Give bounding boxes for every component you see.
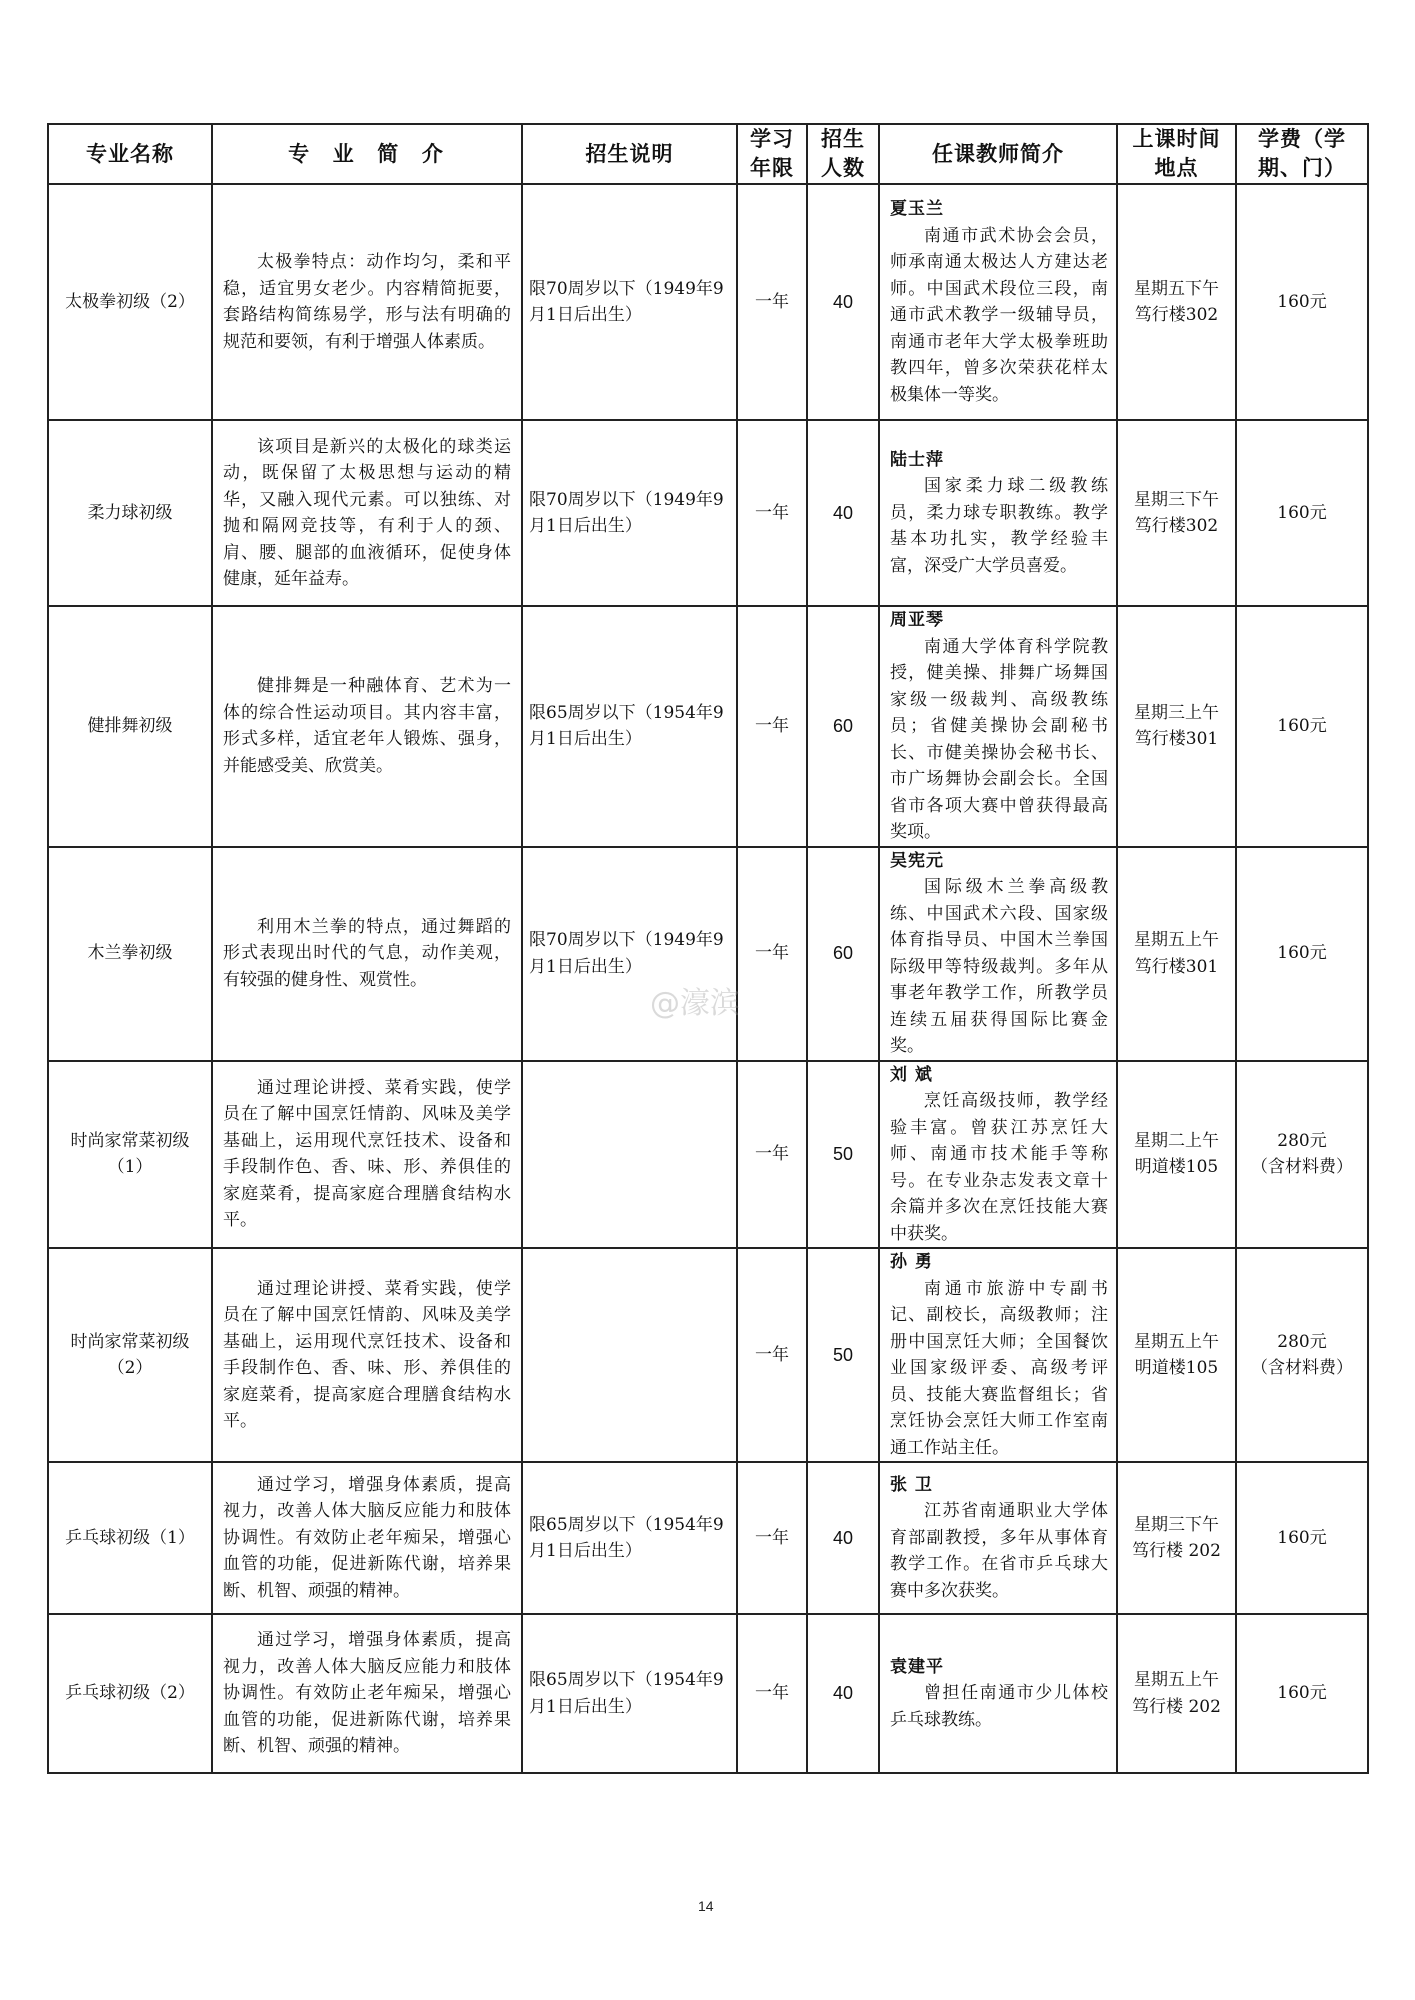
table-row [48, 606, 1368, 847]
class-time: 星期五下午 [1134, 278, 1219, 299]
tuition-fee [1236, 1248, 1368, 1462]
enroll-note [522, 420, 737, 606]
enroll-count [807, 1061, 879, 1249]
time-place [1117, 1462, 1236, 1614]
teacher-name: 刘 斌 [890, 1064, 933, 1085]
header-row [48, 124, 1368, 184]
name: 时尚家常菜初级（2） [70, 1331, 190, 1378]
course-name [48, 420, 212, 606]
fee-amount: 160元 [1277, 291, 1327, 312]
duration: 一年 [755, 1527, 789, 1548]
header-time-place: 上课时间地点 [1117, 124, 1236, 184]
intro: 通过学习，增强身体素质，提高视力，改善人体大脑反应能力和肢体协调性。有效防止老年痴呆，增强心血管的功能，促进新陈代谢，培养果断、机智、顽强的精神。 [223, 1630, 511, 1757]
teacher-bio: 南通大学体育科学院教授，健美操、排舞广场舞国家级一级裁判、高级教练员；省健美操协会副秘书长、市健美操协会秘书长、市广场舞协会副会长。全国省市各项大赛中曾获得最高奖项。 [890, 636, 1108, 842]
course-name [48, 184, 212, 420]
enroll-note [522, 1248, 737, 1462]
duration: 一年 [755, 502, 789, 523]
fee-amount: 160元 [1277, 716, 1327, 736]
course-intro [212, 420, 522, 606]
class-time: 星期二上午 [1134, 1130, 1219, 1151]
enroll: 限70周岁以下（1949年9月1日后出生） [529, 489, 724, 536]
class-time: 星期三下午 [1134, 489, 1219, 510]
course-duration [737, 1248, 807, 1462]
tuition-fee [1236, 847, 1368, 1061]
teacher-bio: 江苏省南通职业大学体育部副教授，多年从事体育教学工作。在省市乒乓球大赛中多次获奖。 [890, 1501, 1108, 1601]
course-intro [212, 847, 522, 1061]
course-name [48, 1061, 212, 1249]
enroll-note [522, 184, 737, 420]
intro: 通过理论讲授、菜肴实践，使学员在了解中国烹饪情韵、风味及美学基础上，运用现代烹饪技术、设备和手段制作色、香、味、形、养俱佳的家庭菜肴，提高家庭合理膳食结构水平。 [223, 1278, 511, 1431]
teacher-bio: 国家柔力球二级教练员，柔力球专职教练。教学基本功扎实，教学经验丰富，深受广大学员喜爱。 [890, 476, 1108, 576]
header-count: 招生人数 [807, 124, 879, 184]
fee-amount: 280元 [1277, 1331, 1327, 1352]
course-table [47, 123, 1369, 1774]
name: 健排舞初级 [87, 716, 173, 736]
enroll-note [522, 1462, 737, 1614]
course-duration [737, 847, 807, 1061]
class-time: 星期五上午 [1134, 1331, 1219, 1352]
fee-note: （含材料费） [1251, 1157, 1353, 1178]
name: 乒乓球初级（1） [65, 1527, 195, 1548]
enroll: 限65周岁以下（1954年9月1日后出生） [529, 1670, 724, 1717]
tuition-fee [1236, 1462, 1368, 1614]
enroll: 限65周岁以下（1954年9月1日后出生） [529, 1514, 724, 1561]
class-time: 星期五上午 [1134, 930, 1219, 950]
class-place: 笃行楼301 [1134, 729, 1219, 750]
time-place [1117, 1248, 1236, 1462]
class-place: 明道楼105 [1134, 1157, 1219, 1178]
count: 60 [832, 943, 854, 964]
tuition-fee [1236, 606, 1368, 847]
teacher-intro [879, 420, 1117, 606]
teacher-bio: 烹饪高级技师，教学经验丰富。曾获江苏烹饪大师、南通市技术能手等称号。在专业杂志发表文章十余篇并多次在烹饪技能大赛中获奖。 [890, 1091, 1108, 1244]
teacher-bio: 南通市旅游中专副书记、副校长，高级教师；注册中国烹饪大师；全国餐饮业国家级评委、高级考评员、技能大赛监督组长；省烹饪协会烹饪大师工作室南通工作站主任。 [890, 1278, 1108, 1458]
course-name [48, 1614, 212, 1773]
intro: 健排舞是一种融体育、艺术为一体的综合性运动项目。其内容丰富，形式多样，适宜老年人锻炼、强身，并能感受美、欣赏美。 [223, 676, 511, 776]
course-name [48, 847, 212, 1061]
enroll-count [807, 1462, 879, 1614]
teacher-name: 孙 勇 [890, 1252, 933, 1272]
enroll-count [807, 847, 879, 1061]
course-name [48, 606, 212, 847]
name: 太极拳初级（2） [65, 291, 195, 312]
teacher-name: 周亚琴 [890, 610, 944, 630]
header-enroll: 招生说明 [522, 124, 737, 184]
class-place: 笃行楼 202 [1132, 1696, 1221, 1717]
teacher-name: 陆士萍 [890, 449, 944, 470]
count: 40 [832, 291, 854, 312]
course-name [48, 1462, 212, 1614]
class-time: 星期三下午 [1134, 1514, 1219, 1535]
enroll-note [522, 1061, 737, 1249]
time-place [1117, 847, 1236, 1061]
tuition-fee [1236, 1614, 1368, 1773]
course-intro [212, 1614, 522, 1773]
teacher-intro [879, 184, 1117, 420]
page-number: 14 [698, 1898, 714, 1914]
class-time: 星期五上午 [1134, 1670, 1219, 1690]
course-intro [212, 1462, 522, 1614]
count: 50 [832, 1144, 854, 1164]
header-name: 专业名称 [48, 124, 212, 184]
count: 40 [832, 502, 854, 523]
table-row [48, 184, 1368, 420]
name: 乒乓球初级（2） [65, 1683, 195, 1704]
enroll-count [807, 184, 879, 420]
course-name [48, 1248, 212, 1462]
class-time: 星期三上午 [1134, 702, 1219, 723]
teacher-name: 夏玉兰 [890, 199, 944, 219]
enroll-count [807, 1614, 879, 1773]
course-duration [737, 420, 807, 606]
duration: 一年 [755, 716, 789, 736]
fee-amount: 160元 [1277, 943, 1327, 964]
teacher-intro [879, 1248, 1117, 1462]
header-duration: 学习年限 [737, 124, 807, 184]
teacher-bio: 南通市武术协会会员，师承南通太极达人方建达老师。中国武术段位三段，南通市武术教学一级辅导员，南通市老年大学太极拳班助教四年，曾多次荣获花样太极集体一等奖。 [890, 225, 1108, 405]
intro: 通过学习，增强身体素质，提高视力，改善人体大脑反应能力和肢体协调性。有效防止老年痴呆，增强心血管的功能，促进新陈代谢，培养果断、机智、顽强的精神。 [223, 1474, 511, 1601]
duration: 一年 [755, 943, 789, 964]
course-duration [737, 606, 807, 847]
tuition-fee [1236, 1061, 1368, 1249]
fee-amount: 160元 [1277, 502, 1327, 523]
enroll: 限70周岁以下（1949年9月1日后出生） [529, 278, 724, 325]
duration: 一年 [755, 1144, 789, 1164]
course-intro [212, 606, 522, 847]
duration: 一年 [755, 1344, 789, 1365]
course-intro [212, 1248, 522, 1462]
header-fee: 学费（学期、门） [1236, 124, 1368, 184]
table-row [48, 420, 1368, 606]
count: 40 [832, 1527, 854, 1548]
teacher-intro [879, 606, 1117, 847]
table-row [48, 847, 1368, 1061]
teacher-intro [879, 847, 1117, 1061]
enroll-count [807, 420, 879, 606]
enroll: 限70周岁以下（1949年9月1日后出生） [529, 930, 724, 977]
teacher-intro [879, 1462, 1117, 1614]
class-place: 笃行楼302 [1134, 516, 1219, 536]
name: 时尚家常菜初级（1） [70, 1130, 190, 1178]
teacher-name: 吴宪元 [890, 850, 944, 871]
teacher-intro [879, 1061, 1117, 1249]
teacher-name: 张 卫 [890, 1474, 933, 1495]
fee-amount: 160元 [1277, 1527, 1327, 1548]
course-duration [737, 1462, 807, 1614]
class-place: 笃行楼301 [1134, 956, 1219, 977]
count: 50 [832, 1344, 854, 1365]
tuition-fee [1236, 420, 1368, 606]
header-intro: 专 业 简 介 [212, 124, 522, 184]
intro: 通过理论讲授、菜肴实践，使学员在了解中国烹饪情韵、风味及美学基础上，运用现代烹饪技术、设备和手段制作色、香、味、形、养俱佳的家庭菜肴，提高家庭合理膳食结构水平。 [223, 1077, 511, 1231]
time-place [1117, 184, 1236, 420]
duration: 一年 [755, 1683, 789, 1704]
course-intro [212, 1061, 522, 1249]
enroll-note [522, 847, 737, 1061]
class-place: 明道楼105 [1134, 1358, 1219, 1378]
duration: 一年 [755, 291, 789, 312]
enroll-note [522, 606, 737, 847]
table-row [48, 1462, 1368, 1614]
enroll: 限65周岁以下（1954年9月1日后出生） [529, 702, 724, 750]
intro: 利用木兰拳的特点，通过舞蹈的形式表现出时代的气息，动作美观，有较强的健身性、观赏性。 [223, 916, 511, 990]
enroll-note [522, 1614, 737, 1773]
time-place [1117, 606, 1236, 847]
count: 60 [832, 716, 854, 736]
header-teacher: 任课教师简介 [879, 124, 1117, 184]
table-row [48, 1248, 1368, 1462]
name: 木兰拳初级 [87, 943, 173, 964]
watermark: @濠滨 [650, 986, 740, 1021]
teacher-intro [879, 1614, 1117, 1773]
fee-amount: 280元 [1277, 1130, 1327, 1151]
time-place [1117, 1614, 1236, 1773]
teacher-bio: 曾担任南通市少儿体校乒乓球教练。 [890, 1683, 1108, 1730]
intro: 该项目是新兴的太极化的球类运动，既保留了太极思想与运动的精华，又融入现代元素。可以独练、对抛和隔网竞技等，有利于人的颈、肩、腰、腿部的血液循环，促使身体健康，延年益寿。 [223, 436, 511, 589]
course-intro [212, 184, 522, 420]
count: 40 [832, 1683, 854, 1704]
course-duration [737, 184, 807, 420]
teacher-name: 袁建平 [890, 1656, 944, 1677]
time-place [1117, 1061, 1236, 1249]
teacher-bio: 国际级木兰拳高级教练、中国武术六段、国家级体育指导员、中国木兰拳国际级甲等特级裁判。多年从事老年教学工作，所教学员连续五届获得国际比赛金奖。 [890, 877, 1108, 1056]
fee-amount: 160元 [1277, 1683, 1327, 1704]
table-row [48, 1061, 1368, 1249]
class-place: 笃行楼 202 [1132, 1541, 1221, 1561]
class-place: 笃行楼302 [1134, 305, 1219, 325]
tuition-fee [1236, 184, 1368, 420]
course-duration [737, 1614, 807, 1773]
enroll-count [807, 1248, 879, 1462]
course-duration [737, 1061, 807, 1249]
time-place [1117, 420, 1236, 606]
table-row [48, 1614, 1368, 1773]
fee-note: （含材料费） [1251, 1358, 1353, 1378]
enroll-count [807, 606, 879, 847]
intro: 太极拳特点：动作均匀，柔和平稳，适宜男女老少。内容精简扼要，套路结构简练易学，形与法有明确的规范和要领，有利于增强人体素质。 [223, 252, 511, 352]
name: 柔力球初级 [87, 502, 173, 523]
